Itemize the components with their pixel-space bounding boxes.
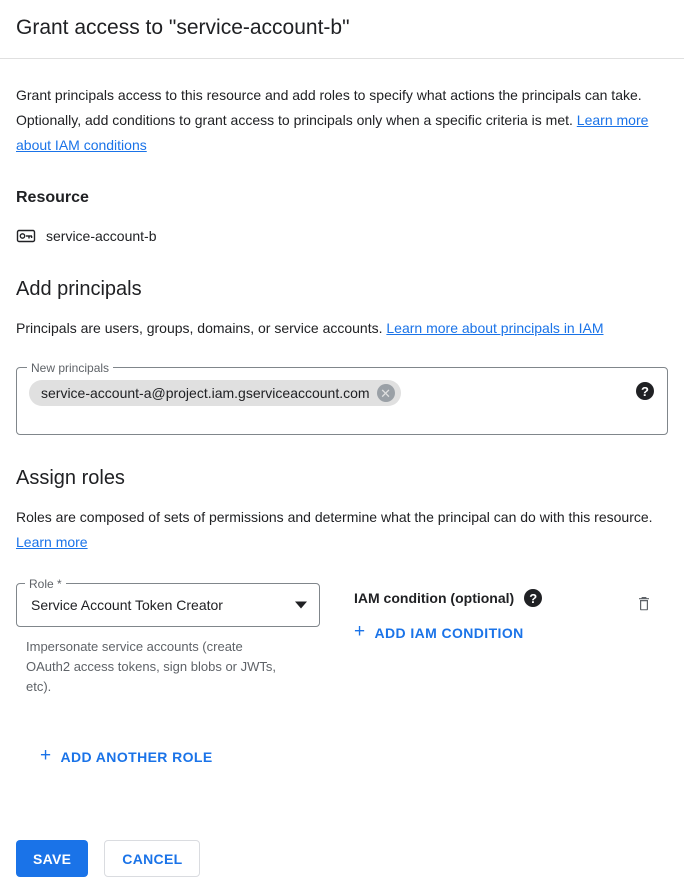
add-another-role-button[interactable] <box>40 743 213 770</box>
role-select[interactable] <box>16 577 320 627</box>
dialog-header <box>0 0 684 59</box>
principals-learn-more-link[interactable]: Learn more about principals in IAM <box>386 320 604 336</box>
add-principals-heading: Add principals <box>16 278 142 300</box>
role-column <box>16 577 320 697</box>
add-iam-condition-label: ADD IAM CONDITION <box>374 624 524 641</box>
roles-learn-more-link[interactable]: Learn more <box>16 534 88 550</box>
help-icon[interactable]: ? <box>636 382 654 400</box>
service-account-icon <box>16 226 36 246</box>
close-icon[interactable]: ✕ <box>377 384 395 402</box>
plus-icon: + <box>354 621 366 642</box>
plus-icon: + <box>40 745 52 766</box>
principal-chip-label: service-account-a@project.iam.gserviceaccount.com <box>41 385 370 401</box>
principals-description <box>16 316 656 341</box>
save-button[interactable]: SAVE <box>16 840 88 877</box>
resource-name: service-account-b <box>46 228 157 244</box>
resource-heading: Resource <box>16 189 89 206</box>
roles-description <box>16 505 656 555</box>
intro-text: Grant principals access to this resource and add roles to specify what actions the principals can take. Optionally, add conditions to grant access to principals only when a specific criteria is met. <box>16 87 642 128</box>
add-another-role-label: ADD ANOTHER ROLE <box>60 748 213 765</box>
new-principals-legend: New principals <box>27 360 113 376</box>
condition-column <box>320 583 620 646</box>
delete-role-column <box>620 583 668 613</box>
role-description: Impersonate service accounts (create OAuth2 access tokens, sign blobs or JWTs, etc). <box>26 639 276 694</box>
roles-description-text: Roles are composed of sets of permissions and determine what the principal can do with this resource. <box>16 509 653 525</box>
role-select-legend: Role * <box>25 576 66 592</box>
resource-row <box>16 226 668 246</box>
condition-header <box>354 589 620 607</box>
cancel-button[interactable]: CANCEL <box>104 840 200 877</box>
principal-chip[interactable] <box>29 380 401 406</box>
trash-icon[interactable] <box>634 593 654 613</box>
principals-description-text: Principals are users, groups, domains, or service accounts. <box>16 320 383 336</box>
add-iam-condition-button[interactable] <box>354 619 524 646</box>
dialog-content <box>0 83 684 770</box>
assign-roles-heading: Assign roles <box>16 467 125 489</box>
role-assignment-row <box>16 577 668 697</box>
chevron-down-icon[interactable] <box>295 602 307 609</box>
help-icon[interactable]: ? <box>524 589 542 607</box>
intro-paragraph <box>16 83 656 158</box>
page-title: Grant access to "service-account-b" <box>16 16 350 39</box>
dialog-actions <box>16 840 200 877</box>
add-another-role-row <box>16 731 668 770</box>
iam-conditions-link[interactable]: Learn more about IAM conditions <box>16 112 649 153</box>
new-principals-field[interactable] <box>16 361 668 435</box>
role-select-value: Service Account Token Creator <box>31 597 223 613</box>
condition-label: IAM condition (optional) <box>354 590 515 606</box>
